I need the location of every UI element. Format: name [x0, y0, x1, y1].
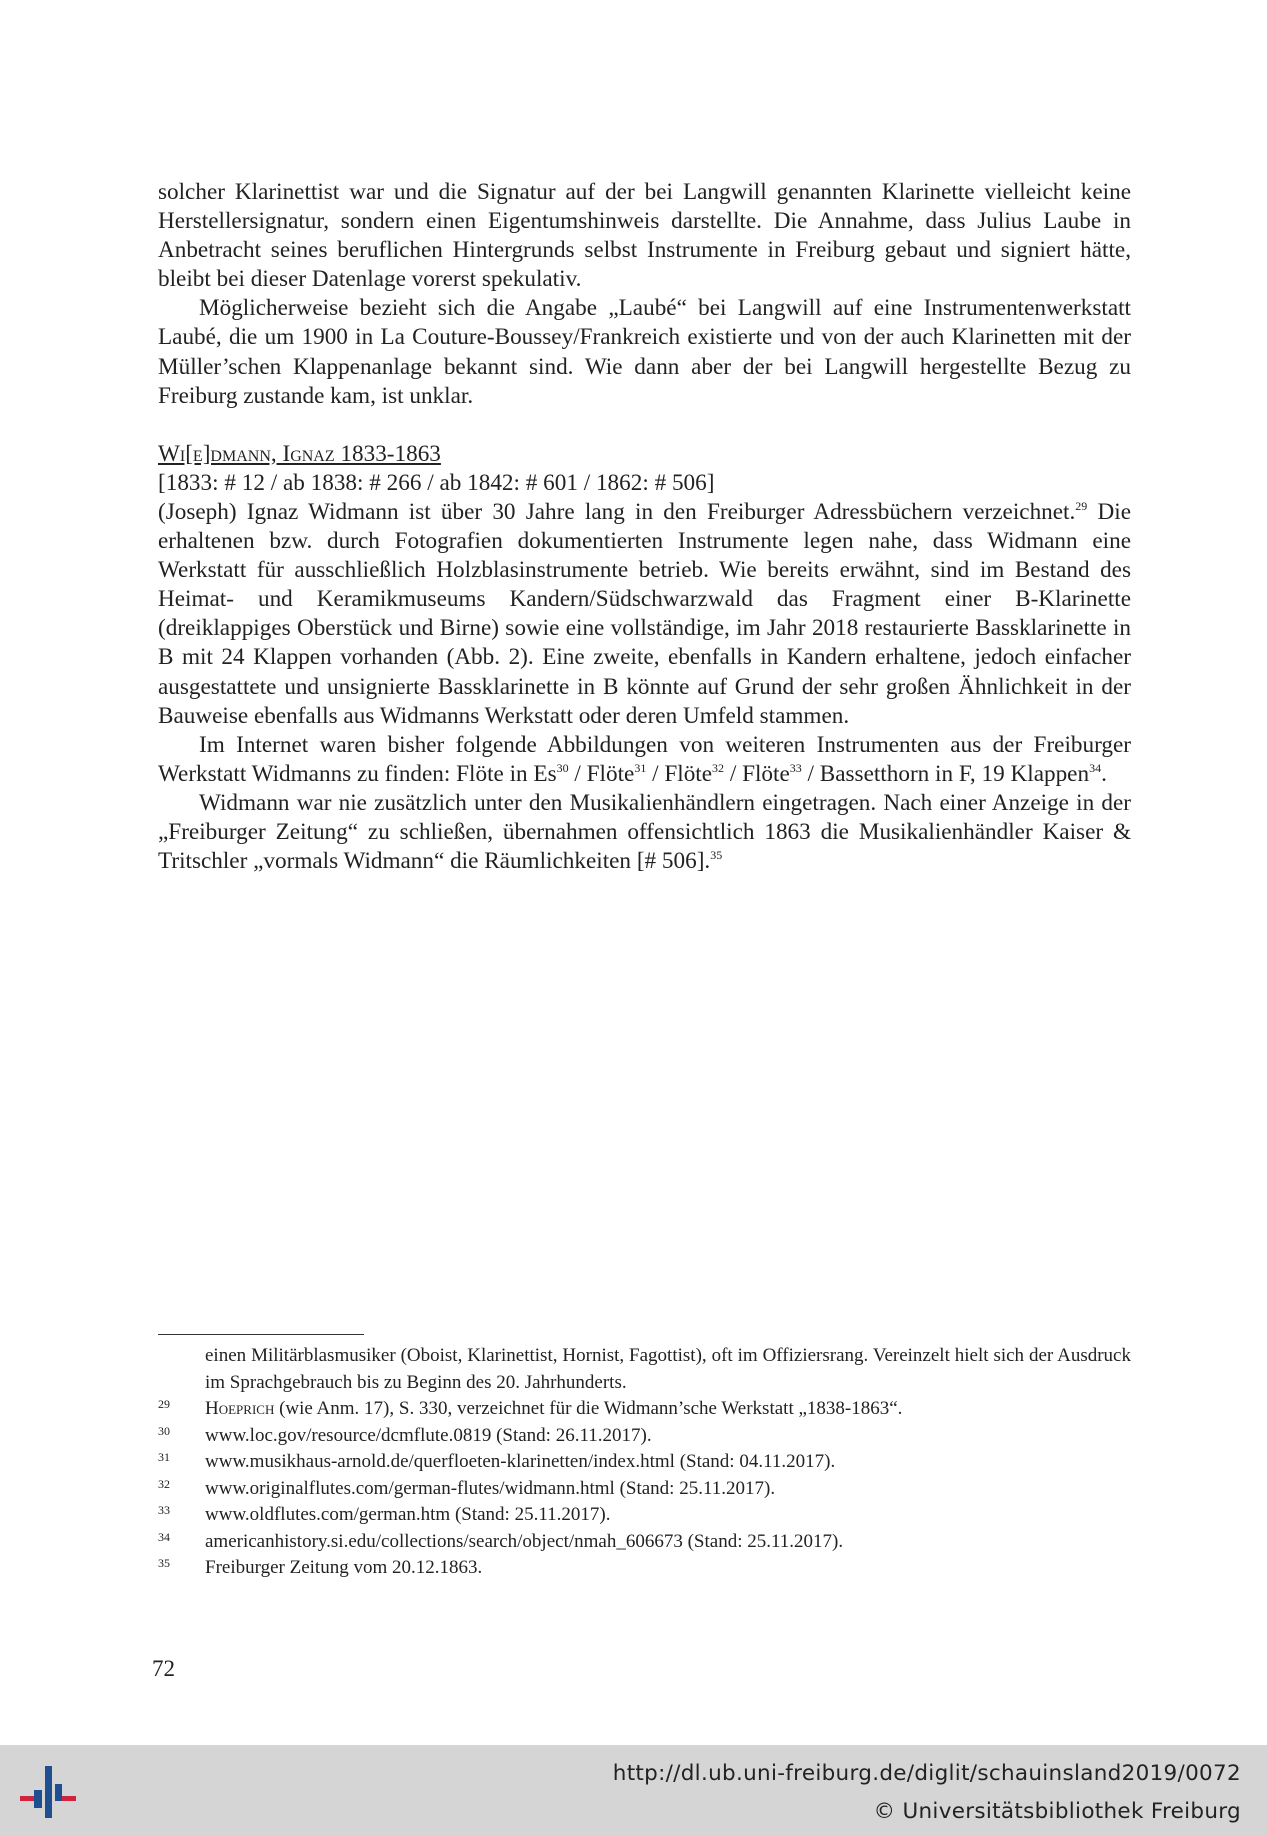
- footnote-number: 30: [158, 1423, 170, 1438]
- address-book-entries: [1833: # 12 / ab 1838: # 266 / ab 1842: # 601 / 1862: # 506]: [158, 469, 715, 496]
- footer-bar: [0, 1745, 1267, 1836]
- footnote-ref-33[interactable]: 33: [789, 760, 802, 775]
- footnote-31: [158, 1449, 1131, 1476]
- footnote-30: [158, 1423, 1131, 1450]
- paragraph-4-text: Im Internet waren bisher folgende Abbildungen von weiteren Instrumenten aus der Freiburger Werkstatt Widmanns zu finden: Flöte in Es: [158, 731, 1131, 787]
- footnote-35: [158, 1555, 1131, 1582]
- footnote-text: Freiburger Zeitung vom 20.12.1863.: [205, 1557, 483, 1578]
- permalink-url[interactable]: http://dl.ub.uni-freiburg.de/diglit/schauinsland2019/0072: [612, 1761, 1241, 1786]
- footnote-link[interactable]: www.musikhaus-arnold.de/querfloeten-klarinetten/index.html (Stand: 04.11.2017).: [205, 1451, 836, 1472]
- page-number: 72: [152, 1656, 175, 1681]
- footnote-author: Hoeprich: [205, 1398, 275, 1419]
- footnote-link[interactable]: americanhistory.si.edu/collections/search/object/nmah_606673 (Stand: 25.11.2017).: [205, 1530, 844, 1552]
- paragraph-4-text: / Flöte: [646, 760, 713, 787]
- footnote-32: [158, 1476, 1131, 1503]
- footnote-number: 35: [158, 1556, 170, 1570]
- paragraph-3-lead: (Joseph) Ignaz Widmann ist über 30 Jahre lang in den Freiburger Adressbüchern verzeichnet.: [158, 498, 1076, 525]
- footnote-number: 34: [158, 1529, 170, 1544]
- footnote-continuation: einen Militärblasmusiker (Oboist, Klarinettist, Hornist, Fagottist), oft im Offiziersrang. Vereinzelt hielt sich der Ausdruck im Sprachgebrauch bis zu Beginn des 20. Jahrhunderts.: [205, 1345, 1131, 1393]
- footnote-text: (wie Anm. 17), S. 330, verzeichnet für die Widmann’sche Werkstatt „1838-1863“.: [274, 1398, 903, 1419]
- paragraph-5: [158, 789, 1131, 876]
- footnote-divider: [158, 1334, 364, 1335]
- footnote-number: 33: [158, 1503, 170, 1517]
- footnote-ref-35[interactable]: 35: [710, 848, 723, 863]
- paragraph-3: [158, 498, 1131, 731]
- footnotes: [158, 1343, 1131, 1582]
- copyright-notice: © Universitätsbibliothek Freiburg: [873, 1799, 1241, 1824]
- footnote-33: [158, 1502, 1131, 1529]
- footnote-ref-29[interactable]: 29: [1075, 498, 1088, 513]
- paragraph-4-text: / Flöte: [568, 760, 635, 787]
- paragraph-4-text: / Flöte: [724, 760, 790, 787]
- footnote-link[interactable]: www.oldflutes.com/german.htm (Stand: 25.11.2017).: [205, 1504, 611, 1525]
- footnote-34: [158, 1529, 1131, 1556]
- footnote-ref-32[interactable]: 32: [712, 760, 725, 775]
- paragraph-4-text: .: [1101, 760, 1107, 787]
- section-heading: Wi[e]dmann, Ignaz 1833-1863: [158, 440, 441, 467]
- paragraph-4: [158, 731, 1131, 789]
- footnote-number: 29: [158, 1397, 170, 1411]
- paragraph-1: solcher Klarinettist war und die Signatur auf der bei Langwill genannten Klarinette vielleicht keine Herstellersignatur, sondern einen Eigentumshinweis darstellte. Die Annahme, dass Julius Laube in Anbetracht seines beruflichen Hintergrunds selbst Instrumente in Freiburg gebaut und signiert hätte, bleibt bei dieser Datenlage vorerst spekulativ.: [158, 179, 1131, 293]
- footnote-ref-30[interactable]: 30: [556, 760, 569, 775]
- paragraph-5-text: Widmann war nie zusätzlich unter den Musikalienhändlern eingetragen. Nach einer Anzeige in der „Freiburger Zeitung“ zu schließen, übernahmen offensichtlich 1863 die Musikalienhändler Kaiser & Tritschler „vormals Widmann“ die Räumlichkeiten [# 506].: [158, 789, 1131, 875]
- footnote-ref-34[interactable]: 34: [1089, 760, 1102, 775]
- footnote-number: 32: [158, 1476, 170, 1491]
- paragraph-3-body: Die erhaltenen bzw. durch Fotografien dokumentierten Instrumente legen nahe, dass Widmann eine Werkstatt für ausschließlich Holzblasinstrumente betrieb. Wie bereits erwähnt, sind im Bestand des Heimat- und Keramikmuseums Kandern/Südschwarzwald das Fragment einer B-Klarinette (dreiklappiges Oberstück und Birne) sowie eine vollständige, im Jahr 2018 restaurierte Bassklarinette in B mit 24 Klappen vorhanden (Abb. 2). Eine zweite, ebenfalls in Kandern erhaltene, jedoch einfacher ausgestattete und unsignierte Bassklarinette in B könnte auf Grund der sehr großen Ähnlichkeit in der Bauweise ebenfalls aus Widmanns Werkstatt oder deren Umfeld stammen.: [158, 498, 1131, 729]
- paragraph-4-text: / Bassetthorn in F, 19 Klappen: [801, 760, 1090, 787]
- main-text: [158, 178, 1131, 876]
- footnote-ref-31[interactable]: 31: [634, 760, 647, 775]
- footnote-29: [158, 1396, 1131, 1423]
- paragraph-2: Möglicherweise bezieht sich die Angabe „Laubé“ bei Langwill auf eine Instrumentenwerkstatt Laubé, die um 1900 in La Couture-Boussey/Frankreich existierte und von der auch Klarinetten mit der Müller’schen Klappenanlage bekannt sind. Wie dann aber der bei Langwill hergestellte Bezug zu Freiburg zustande kam, ist unklar.: [158, 295, 1131, 409]
- footnote-number: 31: [158, 1450, 170, 1464]
- ub-freiburg-logo-icon[interactable]: [18, 1762, 78, 1820]
- footnote-link[interactable]: www.loc.gov/resource/dcmflute.0819 (Stand: 26.11.2017).: [205, 1424, 652, 1446]
- footnote-link[interactable]: www.originalflutes.com/german-flutes/widmann.html (Stand: 25.11.2017).: [205, 1477, 776, 1499]
